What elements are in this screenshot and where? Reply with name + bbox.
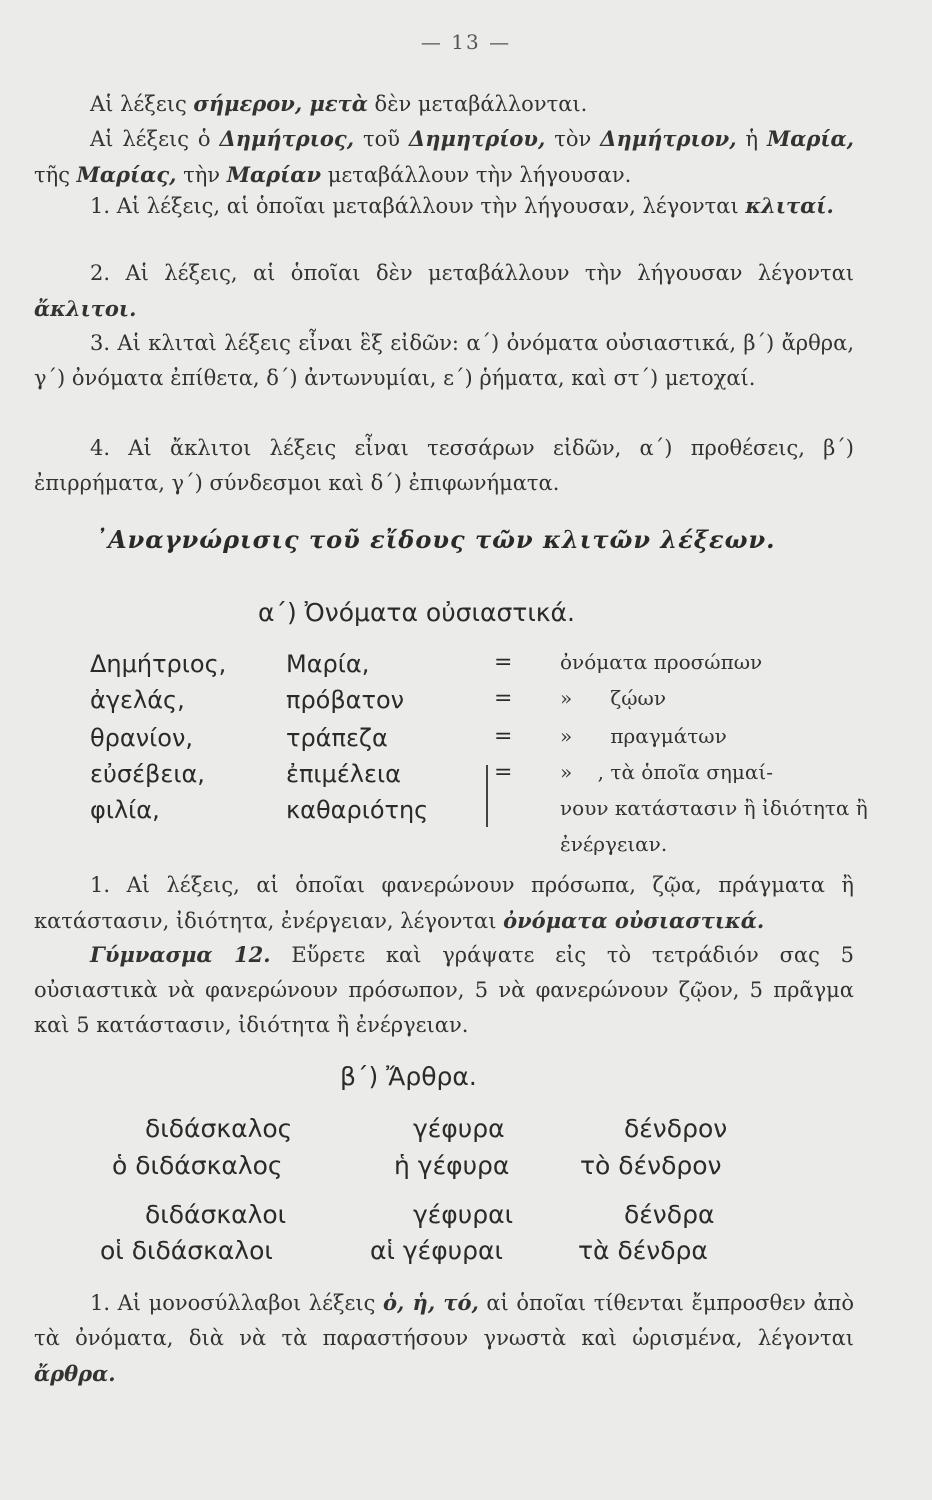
equals-sign: = xyxy=(494,650,513,675)
noun-example-2: τράπεζα xyxy=(286,724,388,752)
nouns-heading: α΄) Ὀνόματα οὐσιαστικά. xyxy=(258,598,575,627)
article-example-neuter: τὸ δένδρον xyxy=(580,1151,722,1180)
article-example-neuter: δένδρα xyxy=(624,1200,715,1229)
grouping-brace xyxy=(486,765,494,827)
equals-sign: = xyxy=(494,686,513,711)
noun-example-1: εὐσέβεια, xyxy=(90,760,205,788)
article-example-masculine: οἱ διδάσκαλοι xyxy=(100,1236,273,1265)
noun-row xyxy=(90,796,870,832)
exercise-label: Γύμνασμα 12. xyxy=(90,942,271,967)
exercise-12: Γύμνασμα 12. Εὕρετε καὶ γράψατε εἰς τὸ τετράδιόν σας 5 οὐσιαστικὰ νὰ φανερώνουν πρόσωπον, 5 νὰ φανερώνουν ζῷον, 5 πρᾶγμα καὶ 5 κατάστασιν, ἰδιότητα ἢ ἐνέργειαν. xyxy=(34,942,854,1037)
rule-uninflected-kinds: 4. Αἱ ἄκλιτοι λέξεις εἶναι τεσσάρων εἰδῶν, α΄) προθέσεις, β΄) ἐπιρρήματα, γ΄) σύνδεσμοι καὶ δ΄) ἐπιφωνήματα. xyxy=(34,436,854,495)
noun-example-2: Μαρία, xyxy=(286,650,370,678)
article-row xyxy=(0,1236,932,1276)
noun-example-1: θρανίον, xyxy=(90,724,193,752)
article-example-neuter: δένδρον xyxy=(624,1114,728,1143)
noun-category-continuation: ἐνέργειαν. xyxy=(560,832,668,856)
noun-row xyxy=(90,686,870,722)
noun-row xyxy=(90,724,870,760)
noun-category: » , τὰ ὁποῖα σημαί- xyxy=(560,760,773,784)
page-number: — 13 — xyxy=(420,30,512,54)
article-example-feminine: ἡ γέφυρα xyxy=(394,1151,510,1180)
equals-sign: = xyxy=(494,760,513,785)
rule-nouns-definition: 1. Αἱ λέξεις, αἱ ὁποῖαι φανερώνουν πρόσωπα, ζῷα, πράγματα ἢ κατάστασιν, ἰδιότητα, ἐνέργειαν, λέγονται ὀνόματα οὐσιαστικά. xyxy=(34,873,854,933)
rule-articles-definition: 1. Αἱ μονοσύλλαβοι λέξεις ὁ, ἡ, τό, αἱ ὁποῖαι τίθενται ἔμπροσθεν ἀπὸ τὰ ὀνόματα, διὰ νὰ τὰ παραστήσουν γνωστὰ καὶ ὡρισμένα, λέγονται ἄρθρα. xyxy=(34,1290,854,1386)
article-example-feminine: γέφυραι xyxy=(413,1200,514,1229)
paragraph-invariable-words: Αἱ λέξεις σήμερον, μετὰ δὲν μεταβάλλονται. xyxy=(90,91,588,116)
paragraph-variable-words: Αἱ λέξεις ὁ Δημήτριος, τοῦ Δημητρίου, τὸν Δημήτριον, ἡ Μαρία, τῆς Μαρίας, τὴν Μαρίαν μεταβάλλουν τὴν λήγουσαν. xyxy=(34,126,854,187)
article-example-feminine: αἱ γέφυραι xyxy=(370,1236,503,1265)
article-example-feminine: γέφυρα xyxy=(413,1114,505,1143)
noun-row-continuation xyxy=(90,832,870,868)
noun-example-2: ἐπιμέλεια xyxy=(286,760,401,788)
article-row xyxy=(0,1151,932,1191)
noun-category: » πραγμάτων xyxy=(560,724,727,748)
articles-heading: β΄) Ἄρθρα. xyxy=(340,1062,477,1091)
noun-example-2: καθαριότης xyxy=(286,796,429,824)
noun-example-1: ἀγελάς, xyxy=(90,686,185,714)
noun-example-1: φιλία, xyxy=(90,796,160,824)
noun-category: ὀνόματα προσώπων xyxy=(560,650,763,674)
section-heading: ᾿Αναγνώρισις τοῦ εἴδους τῶν κλιτῶν λέξεων. xyxy=(95,525,776,554)
article-example-masculine: ὁ διδάσκαλος xyxy=(112,1151,283,1180)
noun-category: νουν κατάστασιν ἢ ἰδιότητα ἢ xyxy=(560,796,868,820)
article-example-masculine: διδάσκαλοι xyxy=(145,1200,287,1229)
noun-row xyxy=(90,760,870,796)
noun-example-2: πρόβατον xyxy=(286,686,405,714)
rule-inflected-words: 1. Αἱ λέξεις, αἱ ὁποῖαι μεταβάλλουν τὴν λήγουσαν, λέγονται κλιταί. xyxy=(90,193,834,218)
noun-example-1: Δημήτριος, xyxy=(90,650,227,678)
article-row xyxy=(0,1200,932,1240)
rule-inflected-kinds: 3. Αἱ κλιταὶ λέξεις εἶναι ἓξ εἰδῶν: α΄) ὀνόματα οὐσιαστικά, β΄) ἄρθρα, γ΄) ὀνόματα ἐπίθετα, δ΄) ἀντωνυμίαι, ε΄) ῥήματα, καὶ στ΄) μετοχαί. xyxy=(34,331,854,390)
article-row xyxy=(0,1114,932,1154)
equals-sign: = xyxy=(494,724,513,749)
article-example-masculine: διδάσκαλος xyxy=(145,1114,293,1143)
noun-category: » ζῴων xyxy=(560,686,666,710)
article-example-neuter: τὰ δένδρα xyxy=(578,1236,708,1265)
rule-uninflected-words: 2. Αἱ λέξεις, αἱ ὁποῖαι δὲν μεταβάλλουν τὴν λήγουσαν λέγονται ἄκλιτοι. xyxy=(34,261,854,321)
noun-row xyxy=(90,650,870,686)
